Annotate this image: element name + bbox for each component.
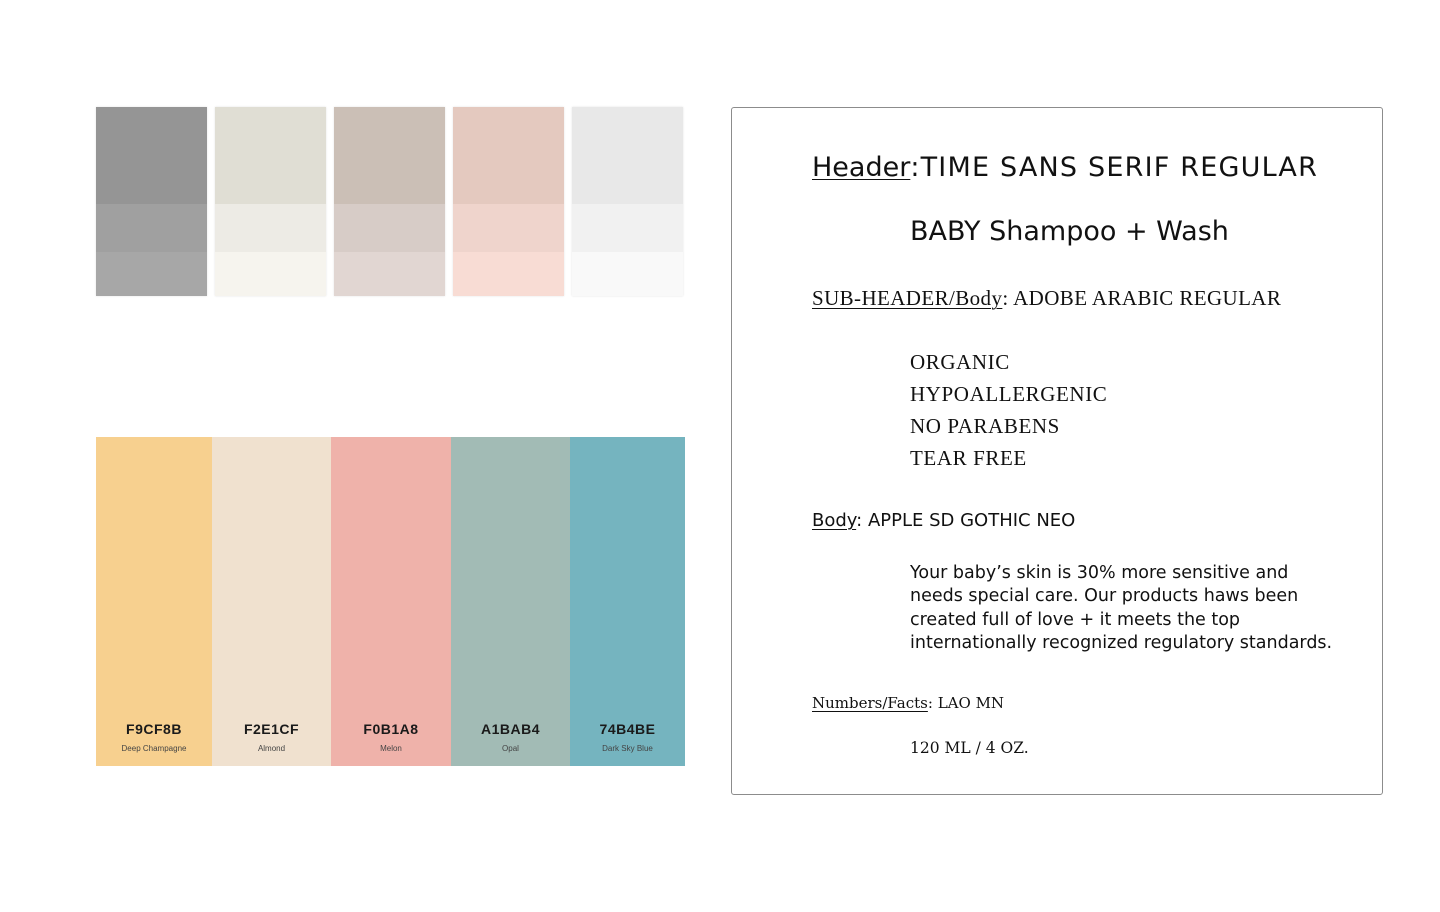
- subheader-font-name: ADOBE ARABIC REGULAR: [1008, 286, 1282, 310]
- tint-shade-mid: [334, 204, 445, 252]
- swatch-hex-code: F0B1A8: [363, 721, 419, 737]
- header-label: Header: [812, 152, 911, 183]
- subheader-font-line: [812, 286, 1281, 311]
- tint-shade-mid: [96, 204, 207, 252]
- swatch-color-name: Opal: [502, 744, 519, 753]
- feature-item: HYPOALLERGENIC: [910, 382, 1108, 406]
- tint-swatch-gray: [96, 107, 207, 296]
- tint-swatch-blush: [453, 107, 564, 296]
- palette-swatch-dark-sky-blue: [570, 437, 685, 766]
- palette-swatch-almond: [212, 437, 331, 766]
- facts-font-name: LAO MN: [932, 694, 1005, 712]
- body-separator: :: [856, 510, 863, 531]
- header-font-line: [812, 152, 1318, 183]
- tint-shade-light: [453, 252, 564, 296]
- palette-swatch-deep-champagne: [96, 437, 212, 766]
- header-sample: BABY Shampoo + Wash: [910, 216, 1229, 247]
- subheader-separator: :: [1002, 286, 1009, 310]
- swatch-color-name: Almond: [257, 744, 286, 753]
- facts-label: Numbers/Facts: [812, 694, 928, 712]
- feature-item: ORGANIC: [910, 350, 1010, 374]
- tint-swatch-light-gray: [572, 107, 683, 296]
- swatch-hex-code: F9CF8B: [126, 721, 182, 737]
- tint-shade-dark: [215, 107, 326, 204]
- typography-card: [731, 107, 1383, 795]
- tint-shade-light: [334, 252, 445, 296]
- palette-swatch-opal: [451, 437, 570, 766]
- tint-shade-mid: [453, 204, 564, 252]
- tint-shade-dark: [96, 107, 207, 204]
- tint-shade-dark: [453, 107, 564, 204]
- facts-sample: 120 ML / 4 OZ.: [910, 739, 1029, 757]
- tint-shade-dark: [334, 107, 445, 204]
- body-font-name: APPLE SD GOTHIC NEO: [862, 510, 1076, 531]
- tint-shade-light: [572, 252, 683, 296]
- swatch-hex-code: A1BAB4: [480, 721, 540, 737]
- body-sample-paragraph: Your baby’s skin is 30% more sensitive and needs special care. Our products haws been created full of love + it meets the top internationally recognized regulatory standards.: [910, 563, 1333, 653]
- color-palette: [96, 437, 685, 766]
- tint-shade-light: [215, 252, 326, 296]
- palette-swatch-melon: [331, 437, 451, 766]
- tint-shade-light: [96, 252, 207, 296]
- header-separator: :: [910, 152, 921, 183]
- swatch-color-name: Melon: [380, 744, 402, 753]
- body-font-line: [812, 510, 1075, 531]
- swatch-hex-code: 74B4BE: [599, 721, 656, 737]
- tint-swatch-almond: [215, 107, 326, 296]
- swatch-color-name: Dark Sky Blue: [602, 744, 653, 753]
- feature-item: TEAR FREE: [910, 446, 1027, 470]
- tint-shade-mid: [215, 204, 326, 252]
- tint-swatch-taupe: [334, 107, 445, 296]
- body-label: Body: [812, 510, 857, 531]
- facts-font-line: [812, 694, 1004, 712]
- facts-separator: :: [927, 694, 933, 712]
- feature-item: NO PARABENS: [910, 414, 1060, 438]
- tint-shade-mid: [572, 204, 683, 252]
- tint-swatch-group: [96, 107, 686, 297]
- swatch-color-name: Deep Champagne: [121, 744, 187, 753]
- swatch-hex-code: F2E1CF: [243, 721, 300, 737]
- subheader-label: SUB-HEADER/Body: [812, 286, 1003, 310]
- tint-shade-dark: [572, 107, 683, 204]
- header-font-name: TIME SANS SERIF REGULAR: [920, 152, 1319, 183]
